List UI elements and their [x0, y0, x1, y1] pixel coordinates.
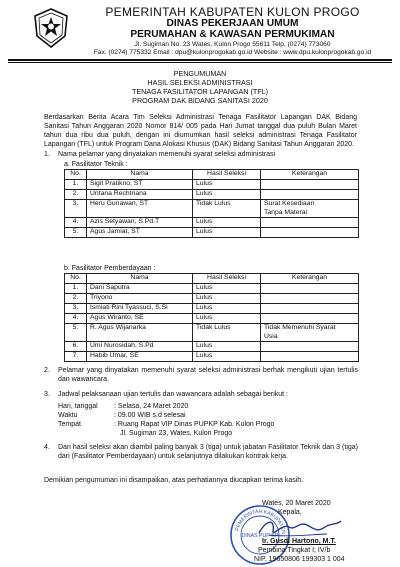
- item-2-number: 2.: [44, 367, 50, 374]
- schedule-place-label: Tempat: [58, 421, 81, 428]
- item-1-text: Nama pelamar yang dinyatakan memenuhi syarat seleksi administrasi: [58, 151, 276, 158]
- cell-no: 2.: [65, 294, 87, 304]
- table-row: [65, 324, 359, 342]
- signatory-rank: Pembina Tingkat I; IV/b: [258, 547, 331, 554]
- table-row: [65, 190, 359, 200]
- cell-result: Lulus: [193, 218, 261, 228]
- letterhead-department: DINAS PEKERJAAN UMUM: [166, 18, 299, 29]
- cell-no: 6.: [65, 342, 87, 352]
- col-header-note: Keterangan: [261, 274, 359, 284]
- item-3-number: 3.: [44, 391, 50, 398]
- cell-note: [261, 228, 359, 238]
- cell-note: [261, 352, 359, 362]
- cell-result: Lulus: [193, 180, 261, 190]
- letterhead-rule-thick: [8, 59, 392, 61]
- cell-note: [261, 284, 359, 294]
- cell-no: 2.: [65, 190, 87, 200]
- cell-name: Heru Gunawan, ST: [87, 200, 193, 218]
- signatory-nip: NIP. 19650806 199303 1 004: [254, 556, 345, 563]
- signature-role: Kepala,: [278, 509, 302, 516]
- cell-note: Tidak Memenuhi Syarat Usia: [261, 324, 359, 342]
- cell-no: 4.: [65, 218, 87, 228]
- col-header-name: Nama: [87, 274, 193, 284]
- stamp-center-text: DINAS PUP-KP: [241, 533, 279, 539]
- cell-result: Tidak Lulus: [193, 324, 261, 342]
- table-row: [65, 304, 359, 314]
- cell-note: Surat Kesediaan Tanpa Materai: [261, 200, 359, 218]
- schedule-date-value: : Selasa, 24 Maret 2020: [114, 403, 189, 410]
- item-4-number: 4.: [44, 444, 50, 451]
- item-4-text: Dari hasil seleksi akan diambil paling banyak 3 (tiga) untuk jabatan Fasilitator Teknik dan 3 (tiga) dari (Fasilitator Pemberdayaan) untuk selanjutnya dilakukan kontrak kerja.: [58, 444, 358, 460]
- cell-note: [261, 180, 359, 190]
- intro-paragraph: Berdasarkan Berita Acara Tim Seleksi Administrasi Tenaga Fasilitator Lapangan DAK Bidang Sanitasi Tahun Anggaran 2020 Nomor 814/ 005 pada Hari Jumat tanggal dua puluh Bulan Maret tahun dua ribu dua puluh, dengan ini diumumkan hasil seleksi administrasi Tenaga Fasilitator Lapangan (TFL) untuk Program Dana Alokasi Khusus (DAK) Bidang Sanitasi Tahun Anggaran 2020.: [44, 114, 357, 148]
- cell-name: Agus Wiranto, SE: [87, 314, 193, 324]
- cell-name: Dani Saputra: [87, 284, 193, 294]
- cell-note: [261, 218, 359, 228]
- col-header-no: No.: [65, 274, 87, 284]
- letterhead-rule-thin: [8, 62, 392, 63]
- table-row: [65, 314, 359, 324]
- signature-place-date: Wates, 20 Maret 2020: [262, 500, 331, 507]
- cell-name: Agus Jamiat, ST: [87, 228, 193, 238]
- cell-name: Ismiati Rini Tyassuci, S.Si: [87, 304, 193, 314]
- cell-name: Untana Rechtriana: [87, 190, 193, 200]
- cell-no: 5.: [65, 324, 87, 342]
- schedule-place-address: Jl. Sugiman 23, Wates, Kulon Progo: [120, 430, 233, 437]
- table-row: [65, 342, 359, 352]
- cell-no: 5.: [65, 228, 87, 238]
- table-row: [65, 228, 359, 238]
- letterhead-division: PERUMAHAN & KAWASAN PERMUKIMAN: [130, 29, 335, 40]
- cell-note: [261, 342, 359, 352]
- signatory-name: Ir. Gusdi Hartono, M.T.: [262, 538, 336, 545]
- col-header-result: Hasil Seleksi: [193, 170, 261, 180]
- handwritten-signature: [255, 515, 345, 539]
- col-header-result: Hasil Seleksi: [193, 274, 261, 284]
- cell-result: Tidak Lulus: [193, 200, 261, 218]
- cell-no: 7.: [65, 352, 87, 362]
- table-row: [65, 352, 359, 362]
- table-row: [65, 200, 359, 218]
- closing-sentence: Demikian pengumuman ini disampaikan, atas perhatiannya diucapkan terima kasih.: [44, 477, 304, 484]
- table-row: [65, 180, 359, 190]
- cell-result: Lulus: [193, 190, 261, 200]
- cell-result: Lulus: [193, 284, 261, 294]
- schedule-place-value: : Ruang Rapat VIP Dinas PUPKP Kab. Kulon Progo: [114, 421, 275, 428]
- announcement-subtitle-1: HASIL SELEKSI ADMINISTRASI: [147, 78, 253, 87]
- item-2-text: Pelamar yang dinyatakan memenuhi syarat seleksi administrasi berhak mengikuti ujian tertulis dan wawancara.: [58, 367, 358, 383]
- cell-name: R. Agus Wijanarka: [87, 324, 193, 342]
- cell-result: Lulus: [193, 294, 261, 304]
- cell-note: [261, 304, 359, 314]
- cell-no: 3.: [65, 304, 87, 314]
- table-empowerment-facilitators: [64, 273, 359, 362]
- cell-name: Triyono: [87, 294, 193, 304]
- cell-result: Lulus: [193, 304, 261, 314]
- cell-no: 3.: [65, 200, 87, 218]
- col-header-name: Nama: [87, 170, 193, 180]
- cell-result: Lulus: [193, 352, 261, 362]
- regency-emblem-logo: [33, 8, 69, 48]
- item-1-number: 1.: [44, 151, 50, 158]
- section-b-heading: b. Fasilitator Pemberdayaan :: [64, 265, 156, 272]
- cell-name: Habib Umar, SE: [87, 352, 193, 362]
- letterhead-contact: Fax. (0274) 775332 Email : dpu@kulonprogokab.go.id Website : www.dpu.kulonprogokab.go.id: [93, 49, 372, 56]
- letterhead-address: Jl. Sugiman No. 23 Wates, Kulon Progo 55611 Telp. (0274) 773060: [134, 41, 331, 48]
- cell-no: 1.: [65, 180, 87, 190]
- table-technical-facilitators: [64, 169, 359, 238]
- cell-name: Sigit Pratikno, ST: [87, 180, 193, 190]
- schedule-time-label: Waktu: [58, 412, 78, 419]
- col-header-note: Keterangan: [261, 170, 359, 180]
- cell-result: Lulus: [193, 228, 261, 238]
- table-row: [65, 284, 359, 294]
- announcement-subtitle-2: TENAGA FASILITATOR LAPANGAN (TFL): [131, 87, 269, 96]
- cell-note: [261, 314, 359, 324]
- cell-name: Umi Nurosidah, S.Pd: [87, 342, 193, 352]
- cell-result: Lulus: [193, 342, 261, 352]
- announcement-subtitle-3: PROGRAM DAK BIDANG SANITASI 2020: [132, 96, 268, 105]
- col-header-no: No.: [65, 170, 87, 180]
- cell-note: [261, 190, 359, 200]
- cell-no: 4.: [65, 314, 87, 324]
- schedule-date-label: Hari, tanggal: [58, 403, 98, 410]
- cell-name: Azis Setyawan, S.Pd.T: [87, 218, 193, 228]
- cell-note: [261, 294, 359, 304]
- section-a-heading: a. Fasilitator Teknik :: [64, 161, 128, 168]
- announcement-title: PENGUMUMAN: [173, 69, 227, 78]
- cell-result: Lulus: [193, 314, 261, 324]
- item-3-text: Jadwal pelaksanaan ujian tertulis dan wawancara adalah sebagai berikut :: [58, 391, 288, 398]
- table-row: [65, 218, 359, 228]
- table-row: [65, 294, 359, 304]
- schedule-time-value: : 09.00 WIB s.d selesai: [114, 412, 186, 419]
- cell-no: 1.: [65, 284, 87, 294]
- stamp-arc-text: PEMERINTAH KABUPATEN: [234, 508, 287, 535]
- letterhead-government: PEMERINTAH KABUPATEN KULON PROGO: [105, 5, 360, 19]
